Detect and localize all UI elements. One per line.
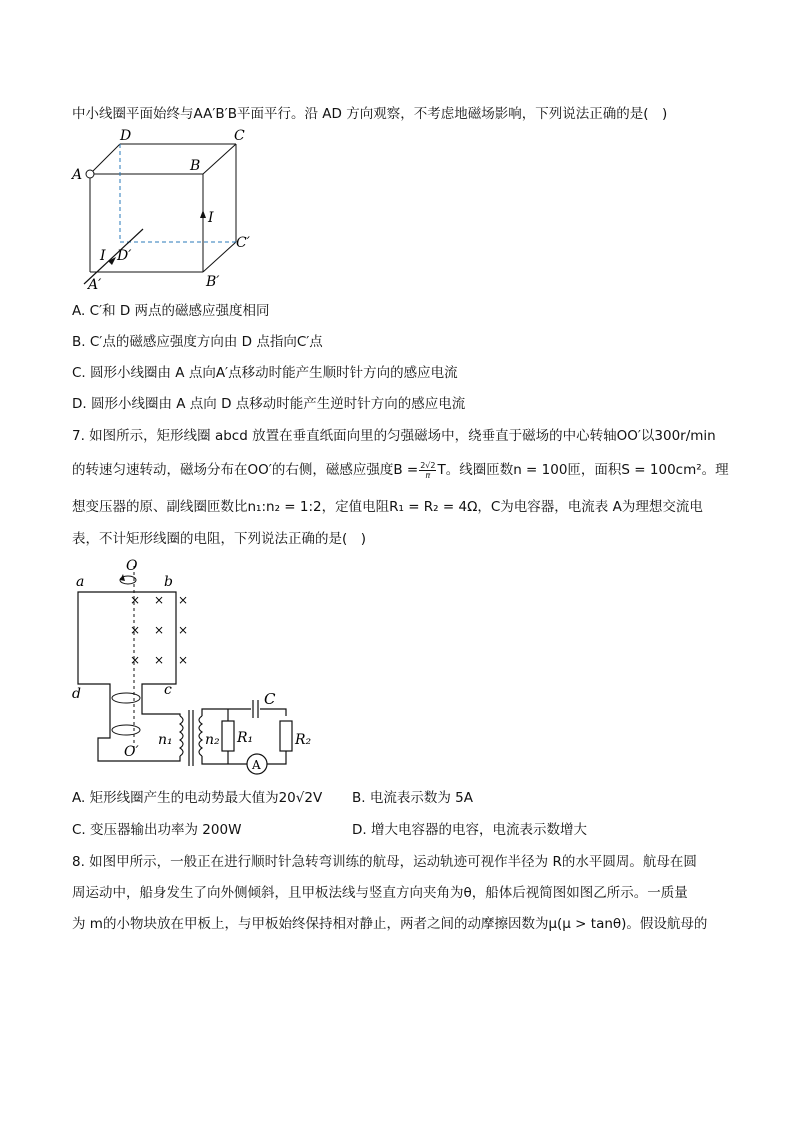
q6-option-d: D. 圆形小线圈由 A 点向 D 点移动时能产生逆时针方向的感应电流 (72, 396, 466, 412)
field-mark: × (178, 623, 189, 637)
label-d: d (72, 686, 81, 702)
label-B: B (190, 158, 201, 174)
field-mark: × (154, 623, 165, 637)
q7-circuit-figure (68, 556, 328, 778)
q7-line-2 (72, 460, 729, 480)
label-A: A (72, 167, 83, 183)
q7-option-d: D. 增大电容器的电容，电流表示数增大 (352, 822, 587, 838)
q6-option-a: A. C′和 D 两点的磁感应强度相同 (72, 303, 270, 319)
q8-line-1: 8. 如图甲所示，一般正在进行顺时针急转弯训练的航母，运动轨迹可视作半径为 R的水平圆周。航母在圆 (72, 854, 697, 870)
label-Dprime: D′ (117, 248, 132, 264)
field-mark: × (178, 593, 189, 607)
q6-stem: 中小线圈平面始终与AA′B′B平面平行。沿 AD 方向观察，不考虑地磁场影响，下列说法正确的是( ) (72, 106, 668, 122)
q7-option-b: B. 电流表示数为 5A (352, 790, 473, 806)
q8-line-3: 为 m的小物块放在甲板上，与甲板始终保持相对静止，两者之间的动摩擦因数为μ(μ > tanθ)。假设航母的 (72, 916, 708, 932)
label-C-capacitor: C (264, 690, 276, 708)
field-mark: × (154, 653, 165, 667)
label-I-edge: I (208, 210, 214, 226)
q6-option-b: B. C′点的磁感应强度方向由 D 点指向C′点 (72, 334, 323, 350)
field-mark: × (178, 653, 189, 667)
label-n2: n₂ (205, 732, 220, 748)
q7-option-c: C. 变压器输出功率为 200W (72, 822, 242, 838)
field-mark: × (130, 593, 141, 607)
label-Oprime: O′ (124, 744, 139, 760)
label-O: O (126, 558, 138, 574)
label-R1: R₁ (237, 730, 254, 746)
label-R2: R₂ (295, 732, 312, 748)
label-n1: n₁ (158, 732, 173, 748)
label-C: C (234, 128, 245, 144)
q7-line-2-start: 的转速匀速转动，磁场分布在OO′的右侧，磁感应强度B = (72, 462, 419, 478)
q8-line-2: 周运动中，船身发生了向外侧倾斜，且甲板法线与竖直方向夹角为θ，船体后视简图如图乙所示。一质量 (72, 885, 688, 901)
q7-line-4: 表，不计矩形线圈的电阻，下列说法正确的是( ) (72, 531, 367, 547)
q7-frac-denominator: π (425, 470, 431, 480)
q7-option-a: A. 矩形线圈产生的电动势最大值为20√2V (72, 790, 323, 806)
label-D: D (120, 128, 132, 144)
field-mark: × (130, 623, 141, 637)
label-a: a (76, 574, 85, 590)
q6-option-c: C. 圆形小线圈由 A 点向A′点移动时能产生顺时针方向的感应电流 (72, 365, 458, 381)
q7-b-fraction (419, 461, 436, 480)
q7-frac-numerator: 2√2 (420, 460, 436, 470)
label-c: c (164, 682, 172, 698)
q6-cube-figure (68, 124, 278, 296)
q7-line-2-end: T。线圈匝数n = 100匝，面积S = 100cm²。理 (437, 462, 729, 478)
q7-line-1: 7. 如图所示，矩形线圈 abcd 放置在垂直纸面向里的匀强磁场中，绕垂直于磁场的中心转轴OO′以300r/min (72, 428, 716, 444)
label-b: b (164, 574, 173, 590)
label-Bprime: B′ (206, 274, 220, 290)
field-mark: × (130, 653, 141, 667)
label-Cprime: C′ (236, 235, 250, 251)
field-mark: × (154, 593, 165, 607)
ammeter-label: A (252, 758, 261, 772)
q7-line-3: 想变压器的原、副线圈匝数比n₁:n₂ = 1:2，定值电阻R₁ = R₂ = 4Ω，C为电容器，电流表 A为理想交流电 (72, 499, 703, 515)
label-I-wire: I (100, 248, 106, 264)
label-Aprime: A′ (88, 277, 102, 293)
